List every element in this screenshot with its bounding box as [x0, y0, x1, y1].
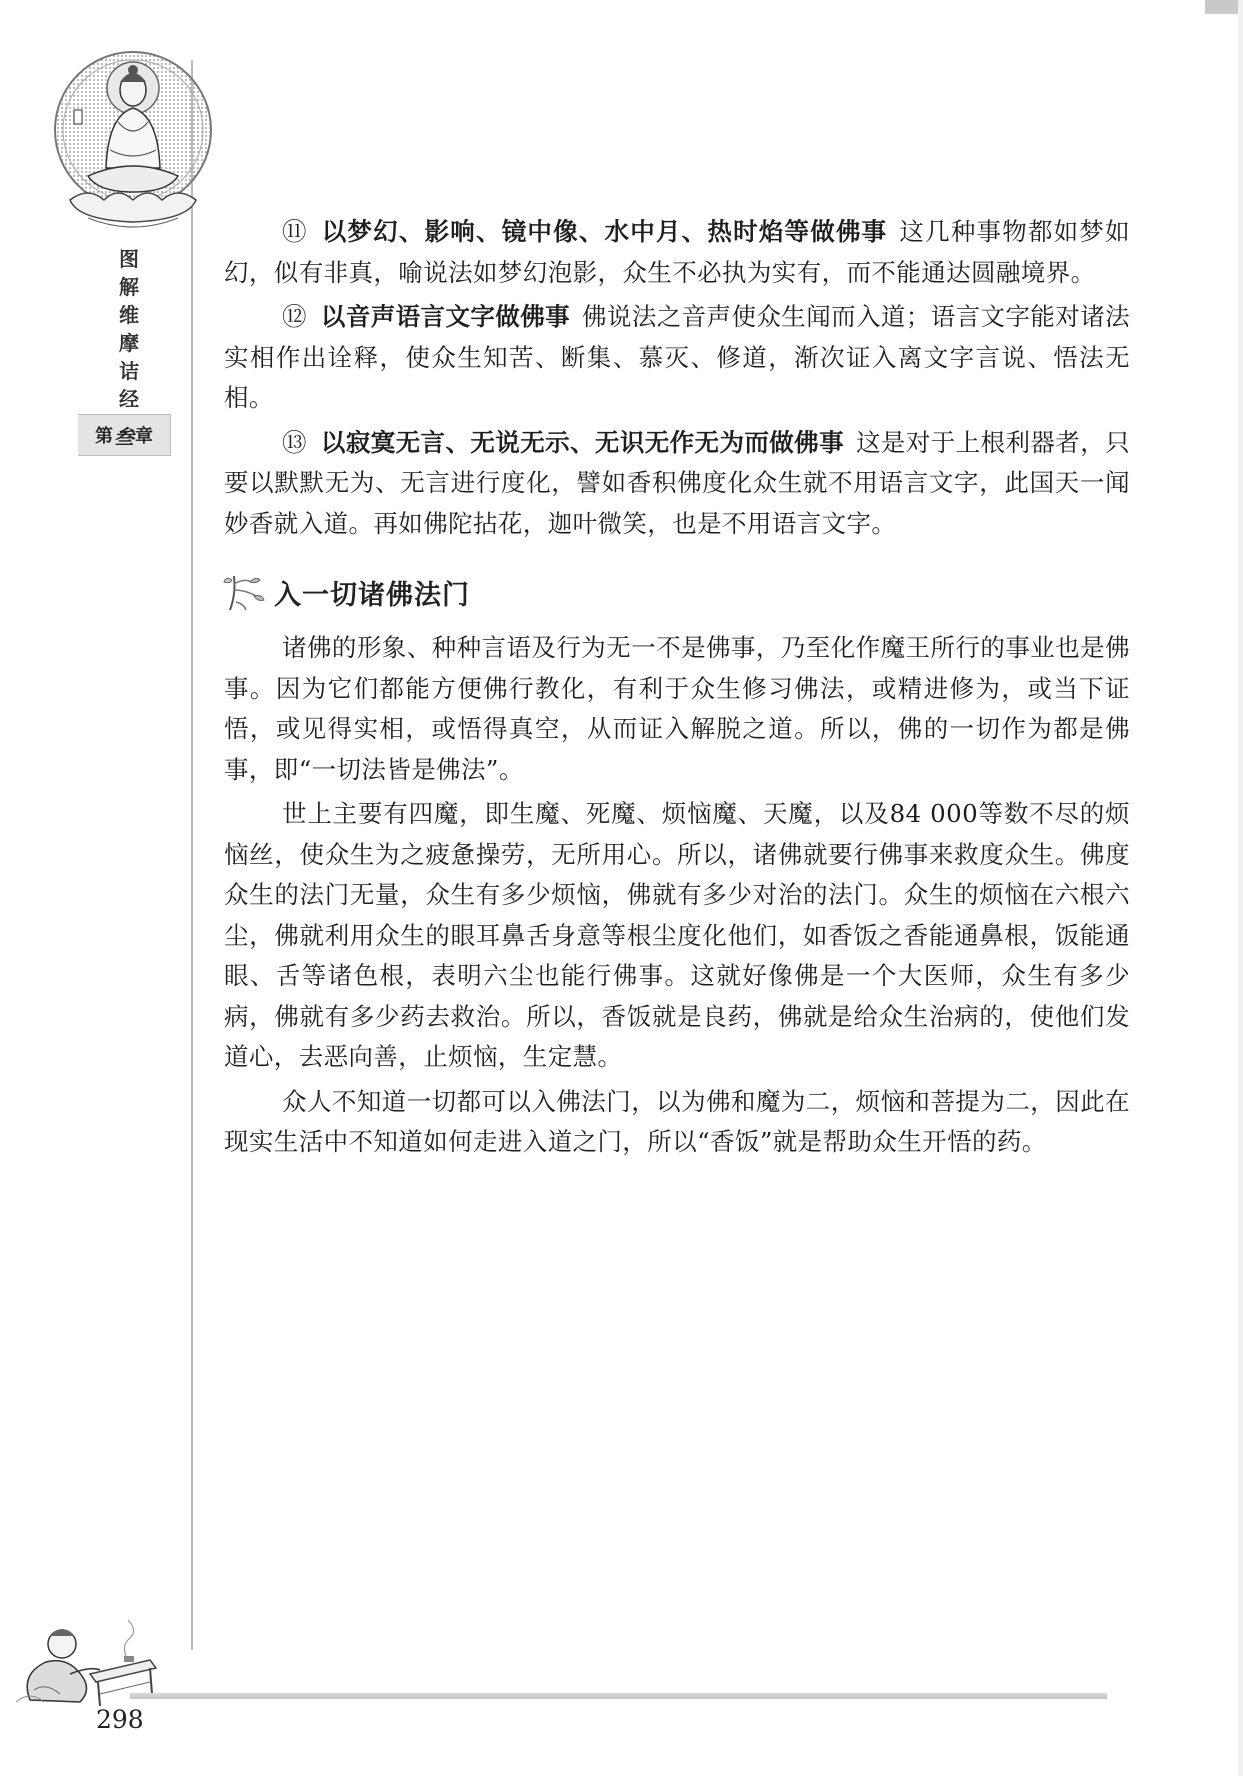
chapter-number: 叁 — [114, 424, 134, 449]
footer-rule — [130, 1693, 1107, 1699]
bamboo-icon — [222, 570, 266, 614]
item-text: 这几种事物都如梦如幻，似有非真，喻说法如梦幻泡影，众生不必执为实有，而不能通达圆融境界。 — [224, 217, 1130, 287]
chapter-tab — [78, 414, 171, 456]
chapter-prefix: 第 — [95, 426, 113, 447]
book-title-char: 诘 — [119, 359, 139, 383]
book-title-vertical — [100, 245, 158, 413]
book-title-char: 图 — [119, 247, 139, 271]
item-text: 佛说法之音声使众生闻而入道；语言文字能对诸法实相作出诠释，使众生知苦、断集、慕灭、修道，渐次证入离文字言说、悟法无相。 — [224, 302, 1130, 412]
item-marker: ⑬ — [282, 427, 307, 457]
numbered-item — [224, 297, 1130, 419]
body-paragraph: 世上主要有四魔，即生魔、死魔、烦恼魔、天魔，以及84 000等数不尽的烦恼丝，使众生为之疲惫操劳，无所用心。所以，诸佛就要行佛事来救度众生。佛度众生的法门无量，众生有多少烦恼，佛就有多少对治的法门。众生的烦恼在六根六尘，佛就利用众生的眼耳鼻舌身意等根尘度化他们，如香饭之香能通鼻根，饭能通眼、舌等诸色根，表明六尘也能行佛事。这就好像佛是一个大医师，众生有多少病，佛就有多少药去救治。所以，香饭就是良药，佛就是给众生治病的，使他们发道心，去恶向善，止烦恼，生定慧。 — [224, 799, 1130, 1071]
numbered-item — [224, 423, 1130, 545]
item-lead: 以梦幻、影响、镜中像、水中月、热时焰等做佛事 — [321, 217, 888, 246]
section-heading — [222, 566, 1130, 618]
page-number: 298 — [96, 1705, 144, 1734]
book-title-char: 维 — [119, 303, 139, 327]
buddha-medallion-icon — [48, 50, 218, 250]
scan-edge-right — [1238, 0, 1243, 1776]
margin-rule — [191, 60, 193, 1650]
chapter-suffix: 章 — [135, 426, 153, 447]
item-text: 这是对于上根利器者，只要以默默无为、无言进行度化，譬如香积佛度化众生就不用语言文字，此国天一闻妙香就入道。再如佛陀拈花，迦叶微笑，也是不用语言文字。 — [224, 427, 1131, 538]
item-lead: 以寂寞无言、无说无示、无识无作无为而做佛事 — [320, 427, 845, 457]
book-title-char: 摩 — [119, 331, 139, 355]
item-lead: 以音声语言文字做佛事 — [320, 302, 571, 331]
section-title: 入一切诸佛法门 — [274, 579, 470, 611]
numbered-item — [224, 212, 1130, 293]
main-content — [224, 212, 1130, 1167]
body-paragraph: 诸佛的形象、种种言语及行为无一不是佛事，乃至化作魔王所行的事业也是佛事。因为它们都能方便佛行教化，有利于众生修习佛法，或精进修为，或当下证悟，或见得实相，或悟得真空，从而证入解脱之道。所以，佛的一切作为都是佛事，即“一切法皆是佛法”。 — [224, 633, 1130, 784]
body-paragraph: 众人不知道一切都可以入佛法门，以为佛和魔为二，烦恼和菩提为二，因此在现实生活中不知道如何走进入道之门，所以“香饭”就是帮助众生开悟的药。 — [224, 1086, 1130, 1156]
item-marker: ⑪ — [282, 217, 308, 246]
scholar-figure-icon — [10, 1590, 158, 1710]
book-title-char: 解 — [119, 275, 139, 299]
book-title-char: 经 — [119, 387, 139, 411]
item-marker: ⑫ — [282, 302, 307, 331]
